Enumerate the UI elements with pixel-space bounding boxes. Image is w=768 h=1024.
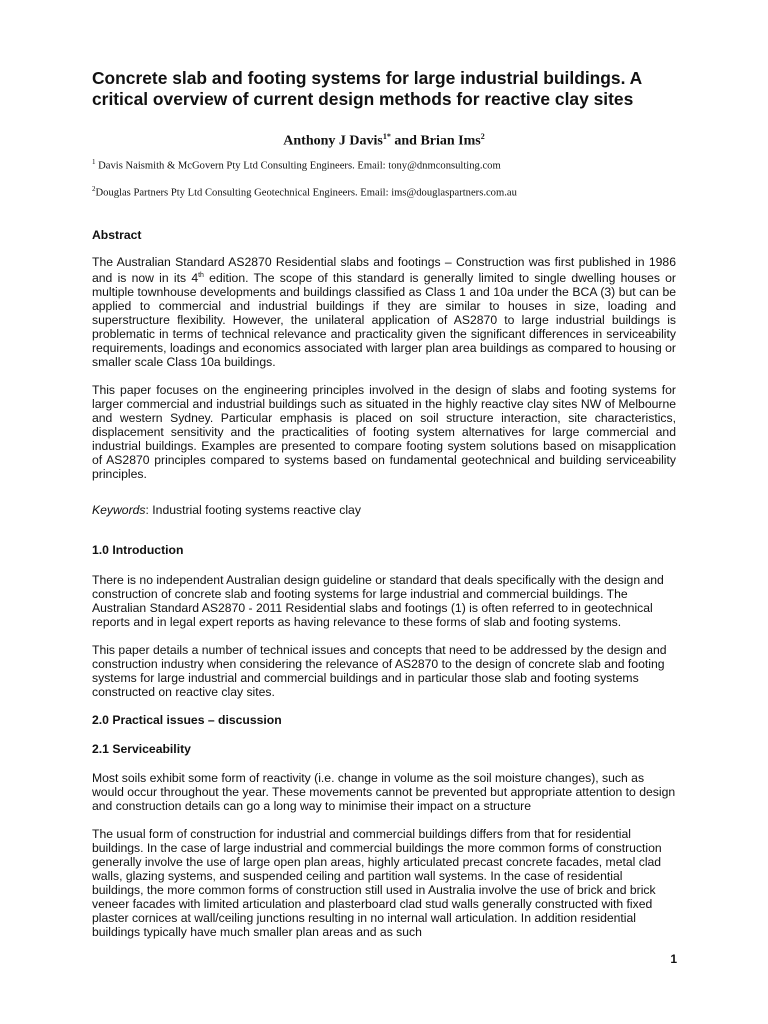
abstract-p1-sup: th <box>198 271 204 279</box>
keywords-line <box>92 503 676 517</box>
introduction-paragraph-2: This paper details a number of technical issues and concepts that need to be addressed by the design and construction industry when considering the relevance of AS2870 to the design of concrete slab and footing systems for large industrial and commercial buildings and in particular those slab and footing systems constructed on reactive clay sites. <box>92 642 667 699</box>
keywords-text: : Industrial footing systems reactive clay <box>145 502 361 517</box>
introduction-paragraph-1: There is no independent Australian design guideline or standard that deals specifically with the design and construction of concrete slab and footing systems for large industrial and commercial buildings. The Australian Standard AS2870 - 2011 Residential slabs and footings (1) is often referred to in geotechnical reports and in legal expert reports as having relevance to these forms of slab and footing systems. <box>92 572 664 629</box>
affiliation-2 <box>92 183 676 200</box>
author-line <box>92 132 676 150</box>
serviceability-heading: 2.1 Serviceability <box>92 741 191 756</box>
abstract-paragraph-2: This paper focuses on the engineering principles involved in the design of slabs and footing systems for larger commercial and industrial buildings such as situated in the highly reactive clay sites NW of Melbourne and western Sydney. Particular emphasis is placed on soil structure interaction, site characteristics, displacement sensitivity and the practicalities of footing system alternatives for large commercial and industrial buildings. Examples are presented to compare footing system solutions based on misapplication of AS2870 principles compared to systems based on fundamental geotechnical and building serviceability principles. <box>92 382 676 481</box>
abstract-paragraph-1 <box>92 255 676 369</box>
author-conjunction: and <box>390 133 421 149</box>
abstract-p1-text-a: The Australian Standard AS2870 Residential slabs and footings – Construction was first published in 1986 and is now in its 4 <box>92 254 676 285</box>
introduction-heading: 1.0 Introduction <box>92 542 184 557</box>
affiliation-2-mark: 2 <box>92 185 96 194</box>
affiliation-1-text: Davis Naismith & McGovern Pty Ltd Consulting Engineers. Email: tony@dnmconsulting.com <box>95 160 501 172</box>
affiliation-2-text: Douglas Partners Pty Ltd Consulting Geotechnical Engineers. Email: ims@douglaspartners.com.au <box>95 187 517 199</box>
author-2: Brian Ims <box>420 133 481 149</box>
affiliation-1-mark: 1 <box>92 157 96 166</box>
practical-issues-heading: 2.0 Practical issues – discussion <box>92 712 282 727</box>
serviceability-paragraph-1: Most soils exhibit some form of reactivity (i.e. change in volume as the soil moisture changes), such as would occur throughout the year. These movements cannot be prevented but appropriate attention to design and construction details can go a long way to minimise their impact on a structure <box>92 770 676 813</box>
abstract-heading: Abstract <box>92 227 142 242</box>
page-number: 1 <box>670 952 677 966</box>
serviceability-paragraph-2: The usual form of construction for industrial and commercial buildings differs from that for residential buildings. In the case of large industrial and commercial buildings the more common forms of construction generally involve the use of large open plan areas, highly articulated precast concrete facades, metal clad walls, glazing systems, and suspended ceiling and partition wall systems. In the case of residential buildings, the more common forms of construction still used in Australia involve the use of brick and brick veneer facades with limited articulation and plasterboard clad stud walls generally constructed with fixed plaster cornices at wall/ceiling junctions resulting in no internal wall articulation. In addition residential buildings typically have much smaller plan areas and as such <box>92 826 662 939</box>
author-1: Anthony J Davis <box>283 133 383 149</box>
author-1-affil-mark: 1* <box>382 132 391 141</box>
affiliation-1 <box>92 156 676 173</box>
abstract-p1-text-b: edition. The scope of this standard is generally limited to single dwelling houses or multiple townhouse developments and buildings classified as Class 1 and 10a under the BCA (3) but can be applied to commercial and industrial buildings if they are similar to houses in size, loading and superstructure flexibility. However, the unilateral application of AS2870 to large industrial buildings is problematic in terms of technical relevance and practicality given the significant differences in serviceability requirements, loadings and economics associated with larger plan area buildings as compared to housing or smaller scale Class 10a buildings. <box>92 270 676 369</box>
paper-title: Concrete slab and footing systems for large industrial buildings. A critical overview of current design methods for reactive clay sites <box>92 68 642 109</box>
author-2-affil-mark: 2 <box>480 132 485 141</box>
keywords-label: Keywords <box>92 502 146 517</box>
